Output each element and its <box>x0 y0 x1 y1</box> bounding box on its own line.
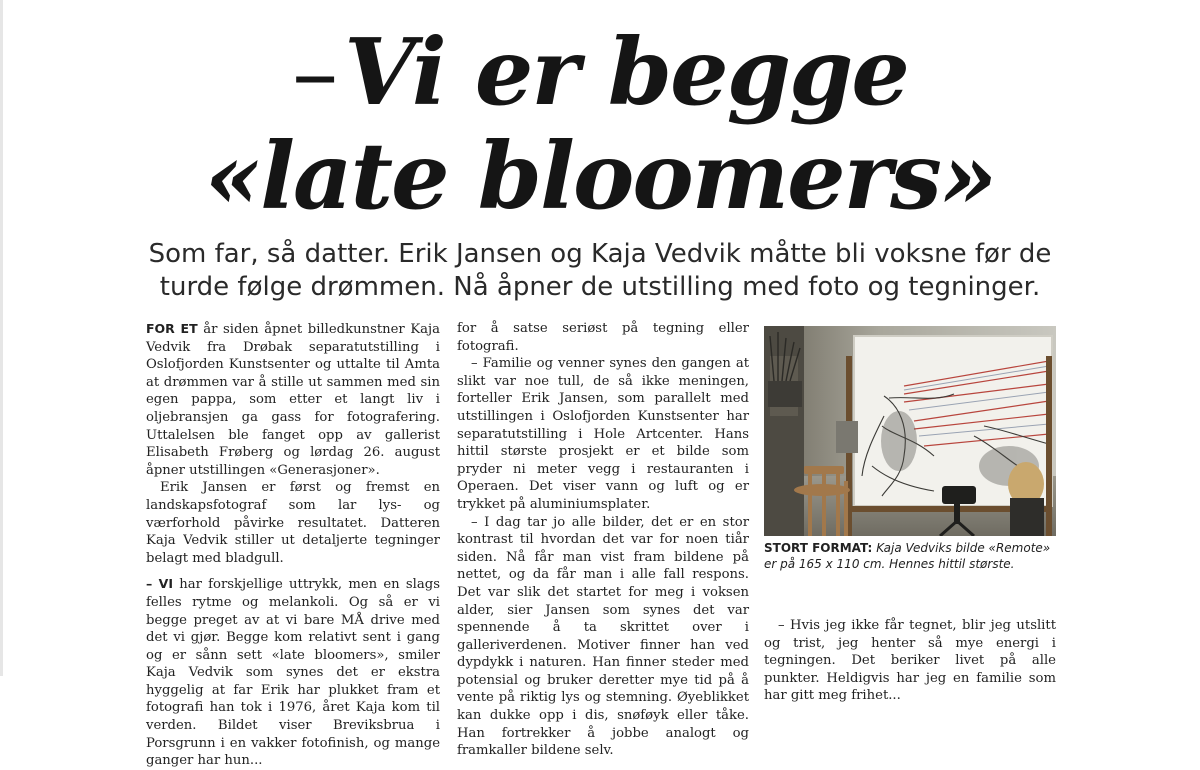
ingress: Som far, så datter. Erik Jansen og Kaja Vedvik måtte bli voksne før de turde følge drømmen. Nå åpner de utstilling med foto og tegninger. <box>148 239 1052 302</box>
studio-photo-illustration <box>764 326 1056 536</box>
photo-caption <box>764 540 1056 572</box>
paragraph: – Hvis jeg ikke får tegnet, blir jeg utslitt og trist, jeg henter så mye energi i tegningen. Det beriker livet på alle punkter. Heldigvis har jeg en familie som har gitt meg frihet... <box>764 618 1056 704</box>
caption-label: STORT FORMAT: <box>764 541 873 555</box>
headline-line-2: «late bloomers» <box>204 122 996 230</box>
article-column-3 <box>764 617 1056 705</box>
article-column-1 <box>146 320 440 770</box>
artwork-photo <box>764 326 1056 536</box>
paragraph: Erik Jansen er først og fremst en landskapsfotograf som lar lys- og værforhold påvirke resultatet. Datteren Kaja Vedvik stiller ut detaljerte tegninger belagt med bladgull. <box>146 480 440 566</box>
paragraph <box>146 575 440 770</box>
headline-line-1 <box>0 18 1200 126</box>
headline-text-1: Vi er begge <box>344 18 908 126</box>
caption-text: Kaja Vedviks bilde «Remote» er på 165 x 110 cm. Hennes hittil største. <box>764 541 1051 571</box>
paragraph-text: har forskjellige uttrykk, men en slags felles rytme og melankoli. Og så er vi begge preget av at vi bare MÅ drive med det vi gjør. Begge kom relativt sent i gang og er sånn sett «late bloomers», smiler Kaja Vedvik som synes det er ekstra hyggelig at far Erik har plukket fram et fotografi han tok i 1976, året Kaja kom til verden. Bildet viser Breviksbrua i Porsgrunn i en vakker fotofinish, og mange ganger har hun... <box>146 577 440 769</box>
paragraph: – Familie og venner synes den gangen at slikt var noe tull, de så ikke meningen, forteller Erik Jansen, som parallelt med utstillingen i Oslofjorden Kunstsenter har separatutstilling i Hole Artcenter. Hans hittil største prosjekt er et bilde som pryder ni meter vegg i restauranten i Operaen. Det viser vann og luft og er trykket på aluminiumsplater. <box>457 356 749 512</box>
headline-dash: – <box>292 19 339 126</box>
paragraph: – I dag tar jo alle bilder, det er en stor kontrast til hvordan det var for noen tiår siden. Nå får man vist fram bildene på nettet, og da får man i alle fall respons. Det var slik det startet for meg i voksen alder, sier Jansen som synes det var spennende å ta skrittet over i galleriverdenen. Motiver finner han ved dypdykk i naturen. Han finner steder med potensial og bruker deretter mye tid på å vente på riktig lys og stemning. Øyeblikket kan dukke opp i dis, snøføyk eller tåke. Han fortrekker å jobbe analogt og framkaller bildene selv. <box>457 514 749 759</box>
article-column-2 <box>457 320 749 760</box>
lead-in: – VI <box>146 576 173 592</box>
paragraph: for å satse seriøst på tegning eller fotografi. <box>457 321 749 354</box>
paragraph-text: år siden åpnet billedkunstner Kaja Vedvik fra Drøbak separatutstilling i Oslofjorden Kunstsenter og uttalte til Amta at drømmen var å stille ut sammen med sin egen pappa, som etter et langt liv i oljebransjen ga gass for fotografering. Uttalelsen ble fanget opp av gallerist Elisabeth Frøberg og lørdag 26. august åpner utstillingen «Generasjoner». <box>146 322 440 478</box>
paragraph <box>146 320 440 479</box>
lead-in: FOR ET <box>146 321 198 336</box>
